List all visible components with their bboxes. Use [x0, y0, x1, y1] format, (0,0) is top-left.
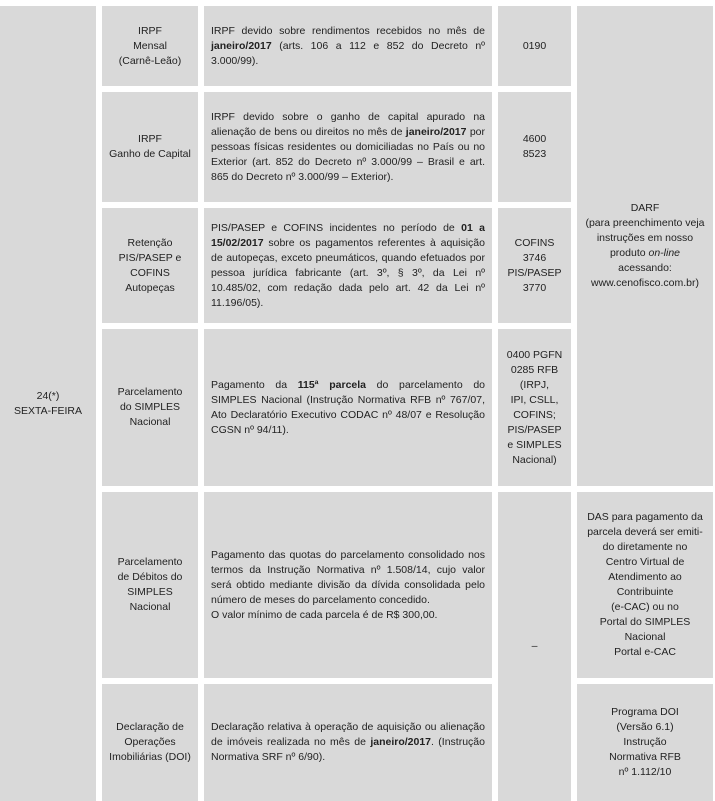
description-text: . (Instrução Normativa SRF nº 6/90).	[211, 736, 485, 763]
payment-code-line: 3746	[522, 251, 547, 264]
obligation-name-line: PIS/PASEP e	[118, 251, 182, 264]
obligation-description-cell	[204, 6, 492, 86]
obligation-description-cell	[204, 329, 492, 486]
obligation-name-line: do SIMPLES	[119, 401, 181, 413]
payment-code-line: PIS/PASEP	[507, 423, 562, 436]
das-note-line: DAS para pagamento da	[587, 511, 703, 523]
description-text: do parcelamento do SIMPLES Nacional (Instrução Normativa RFB nº 767/07, Ato Declaratório Executivo CODAC nº 48/07 e Resolução CGSN nº 94/11).	[211, 378, 486, 436]
payment-code-line: (IRPJ,	[519, 378, 550, 391]
description-emphasis: 115ª parcela	[297, 378, 367, 391]
obligation-name-cell	[102, 6, 198, 86]
payment-code-line: 4600	[522, 133, 547, 145]
darf-note: (para preenchimento veja instruções em nosso produto on-line acessando: www.cenofisco.com.br)	[585, 217, 705, 289]
doi-program-line: (Versão 6.1)	[616, 721, 674, 733]
darf-cell	[577, 6, 713, 486]
das-note-line: parcela deverá ser emiti-	[587, 526, 703, 538]
obligation-name-line: Mensal	[133, 39, 167, 52]
obligation-name-line: Parcelamento	[117, 386, 183, 398]
doi-program-cell	[577, 684, 713, 801]
payment-code-line: e SIMPLES	[507, 438, 562, 451]
das-note-line: Portal do SIMPLES	[599, 616, 691, 628]
description-paragraph: O valor mínimo de cada parcela é de R$ 300,00.	[211, 608, 438, 621]
payment-code-line: –	[531, 640, 538, 652]
das-note-line: Centro Virtual de	[605, 556, 685, 568]
doi-program-line: Instrução	[623, 736, 667, 748]
payment-code-line: 0285 RFB	[510, 363, 559, 376]
description-emphasis: janeiro/2017	[370, 736, 432, 748]
description-text: por pessoas físicas residentes ou domiciliadas no País ou no Exterior (art. 852 do Decreto nº 3.000/99 – Brasil e art. 865 do Decreto nº 3.000/99 – Exterior).	[211, 125, 485, 183]
payment-code-line: 3770	[522, 281, 547, 294]
obligation-name-cell	[102, 208, 198, 323]
date-cell	[0, 6, 96, 801]
date-weekday: SEXTA-FEIRA	[13, 404, 83, 417]
obligation-name-line: SIMPLES	[127, 586, 173, 598]
description-text: (arts. 106 a 112 e 852 do Decreto nº 3.000/99).	[211, 39, 485, 67]
description-text: IRPF devido sobre o ganho de capital apurado na alienação de bens ou direitos no mês de	[211, 110, 485, 138]
payment-code-line: 8523	[522, 148, 547, 160]
obligation-description-cell	[204, 208, 492, 323]
obligation-name-line: de Débitos do	[117, 571, 183, 583]
description-text: Pagamento da	[211, 378, 298, 391]
das-note-line: Portal e-CAC	[614, 646, 676, 658]
obligation-name-line: COFINS	[130, 266, 170, 279]
das-note-line: do diretamente no	[602, 541, 688, 553]
obligation-name-cell	[102, 329, 198, 486]
doi-program-line: Programa DOI	[611, 706, 679, 718]
obligation-name-cell	[102, 684, 198, 801]
payment-code-line: PIS/PASEP	[507, 266, 562, 279]
doi-program-line: nº 1.112/10	[618, 766, 672, 778]
obligation-name-line: Operações	[124, 736, 176, 748]
description-text: Declaração relativa à operação de aquisição ou alienação de imóveis realizada no mês de	[211, 721, 485, 748]
obligation-name-line: (Carnê-Leão)	[118, 54, 182, 67]
obligation-name-line: Parcelamento	[117, 556, 183, 568]
payment-code-line: COFINS	[514, 236, 555, 249]
description-text: sobre os pagamentos referentes à aquisição de autopeças, exceto pneumáticos, quando efetuados por pessoa jurídica fabricante (art. 3º, § 3º, da Lei nº 10.485/02, com redação dada pelo art. 42 da Lei nº 11.196/05).	[211, 236, 485, 309]
description-text: PIS/PASEP e COFINS incidentes no período de	[211, 221, 462, 234]
payment-code-line: COFINS;	[513, 408, 556, 421]
das-note-line: (e-CAC) ou no	[611, 601, 679, 613]
payment-code-cell	[498, 208, 571, 323]
payment-code-cell	[498, 6, 571, 86]
obligation-name-line: Retenção	[127, 236, 173, 249]
obligation-description-cell	[204, 684, 492, 801]
payment-code-line: 0400 PGFN	[506, 348, 563, 361]
obligation-name-cell	[102, 492, 198, 678]
obligation-name-cell	[102, 92, 198, 202]
obligation-name-line: Autopeças	[125, 281, 175, 294]
description-text: IRPF devido sobre rendimentos recebidos no mês de	[211, 24, 485, 37]
das-note-line: Nacional	[624, 631, 666, 643]
description-emphasis: janeiro/2017	[211, 39, 272, 52]
obligation-name-line: Nacional	[129, 601, 171, 613]
payment-code-cell	[498, 92, 571, 202]
payment-code-line: 0190	[522, 39, 547, 52]
payment-code-line: IPI, CSLL,	[510, 393, 559, 406]
description-emphasis: 01 a 15/02/2017	[211, 221, 485, 249]
description-emphasis: janeiro/2017	[405, 125, 467, 138]
obligation-name-line: IRPF	[138, 24, 162, 37]
obligation-name-line: IRPF	[138, 133, 162, 145]
obligation-description-cell	[204, 492, 492, 678]
payment-code-line: Nacional)	[512, 453, 557, 466]
das-note-line: Contribuinte	[616, 586, 674, 598]
obligation-name-line: Declaração de	[116, 721, 184, 733]
darf-title: DARF	[630, 202, 660, 214]
obligation-description-cell	[204, 92, 492, 202]
payment-code-cell	[498, 492, 571, 801]
date-day: 24(*)	[36, 389, 60, 402]
obligation-name-line: Nacional	[129, 416, 171, 428]
obligation-name-line: Ganho de Capital	[109, 148, 191, 160]
das-cell	[577, 492, 713, 678]
obligation-name-line: Imobiliárias (DOI)	[109, 751, 191, 763]
description-paragraph: Pagamento das quotas do parcelamento consolidado nos termos da Instrução Normativa nº 1.508/14, cujo valor será obtido mediante divisão da dívida consolidada pelo número de meses do parcelamento concedido.	[211, 548, 485, 606]
doi-program-line: Normativa RFB	[609, 751, 681, 763]
payment-code-cell	[498, 329, 571, 486]
das-note-line: Atendimento ao	[608, 571, 682, 583]
